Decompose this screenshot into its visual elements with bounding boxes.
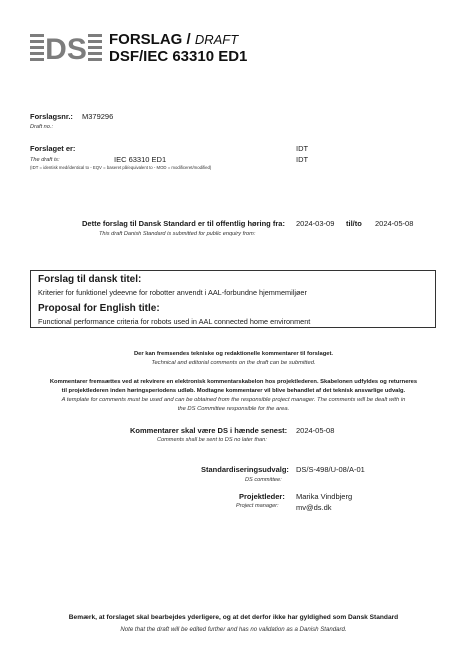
ds-logo bbox=[30, 32, 102, 62]
comments-line3: til projektlederen inden høringsperiodens udløb. Modtagne kommentarer vil blive behandlet af det teknisk ansvarlige udvalg. bbox=[61, 388, 406, 394]
comments-line2: Kommentarer fremsættes ved at rekvirere en elektronisk kommentarskabelon hos projektlederen. Skabelonen udfyldes og returneres bbox=[49, 379, 418, 385]
english-title-text: Functional performance criteria for robots used in AAL connected home environment bbox=[38, 317, 311, 326]
committee-label: Standardiseringsudvalg: bbox=[201, 465, 289, 474]
english-title-heading: Proposal for English title: bbox=[38, 303, 160, 314]
draft-is-sub: The draft is: bbox=[30, 157, 60, 163]
draft-no-label: Forslagsnr.: bbox=[30, 112, 73, 121]
danish-title-text: Kriterier for funktionel ydeevne for robotter anvendt i AAL-forbundne hjemmemiljøer bbox=[38, 288, 307, 297]
footer-line1: Bemærk, at forslaget skal bearbejdes yderligere, og at det derfor ikke har gyldighed som Dansk Standard bbox=[68, 614, 399, 621]
hearing-til-label: til/to bbox=[346, 219, 362, 228]
page-title bbox=[109, 31, 238, 48]
draft-is-label: Forslaget er: bbox=[30, 144, 76, 153]
deadline-value: 2024-05-08 bbox=[296, 426, 335, 435]
footer-line2: Note that the draft will be edited further and has no validation as a Danish Standard. bbox=[120, 626, 347, 633]
committee-value: DS/S-498/U-08/A-01 bbox=[296, 465, 365, 474]
danish-title-heading: Forslag til dansk titel: bbox=[38, 274, 142, 285]
title-draft: DRAFT bbox=[194, 32, 239, 47]
deadline-label: Kommentarer skal være DS i hænde senest: bbox=[130, 426, 288, 435]
hearing-from: 2024-03-09 bbox=[296, 219, 335, 228]
manager-name: Marika Vindbjerg bbox=[296, 492, 353, 501]
draft-is-note: (IDT = identisk med/identical to - EQV = baseret på/equivalent to - MOD = modificeret/modified) bbox=[30, 165, 212, 170]
title-main: FORSLAG / bbox=[109, 31, 195, 48]
draft-is-value: IEC 63310 ED1 bbox=[114, 155, 167, 164]
draft-no-value: M379296 bbox=[82, 112, 114, 121]
idt-2: IDT bbox=[296, 155, 309, 164]
deadline-sub: Comments shall be sent to DS no later than: bbox=[157, 437, 267, 443]
hearing-label: Dette forslag til Dansk Standard er til offentlig høring fra: bbox=[82, 219, 285, 228]
manager-email[interactable]: mv@ds.dk bbox=[296, 503, 332, 512]
document-id: DSF/IEC 63310 ED1 bbox=[109, 48, 248, 65]
title-box bbox=[30, 270, 436, 328]
manager-label: Projektleder: bbox=[239, 492, 285, 501]
comments-line4: A template for comments must be used and can be obtained from the responsible project manager. The comments will be dealt with in bbox=[61, 397, 406, 403]
comments-line1-en: Technical and editorial comments on the draft can be submitted. bbox=[151, 360, 316, 366]
hearing-sub: This draft Danish Standard is submitted for public enquiry from: bbox=[99, 231, 256, 237]
draft-no-sub: Draft no.: bbox=[30, 124, 54, 130]
comments-line5: the DS Committee responsible for the area. bbox=[177, 406, 290, 412]
committee-sub: DS committee: bbox=[245, 477, 282, 483]
idt-1: IDT bbox=[296, 144, 309, 153]
hearing-to: 2024-05-08 bbox=[375, 219, 414, 228]
manager-sub: Project manager: bbox=[236, 503, 279, 509]
comments-line1: Der kan fremsendes tekniske og redaktionelle kommentarer til forslaget. bbox=[133, 351, 334, 357]
logo-text: DS bbox=[45, 33, 87, 62]
